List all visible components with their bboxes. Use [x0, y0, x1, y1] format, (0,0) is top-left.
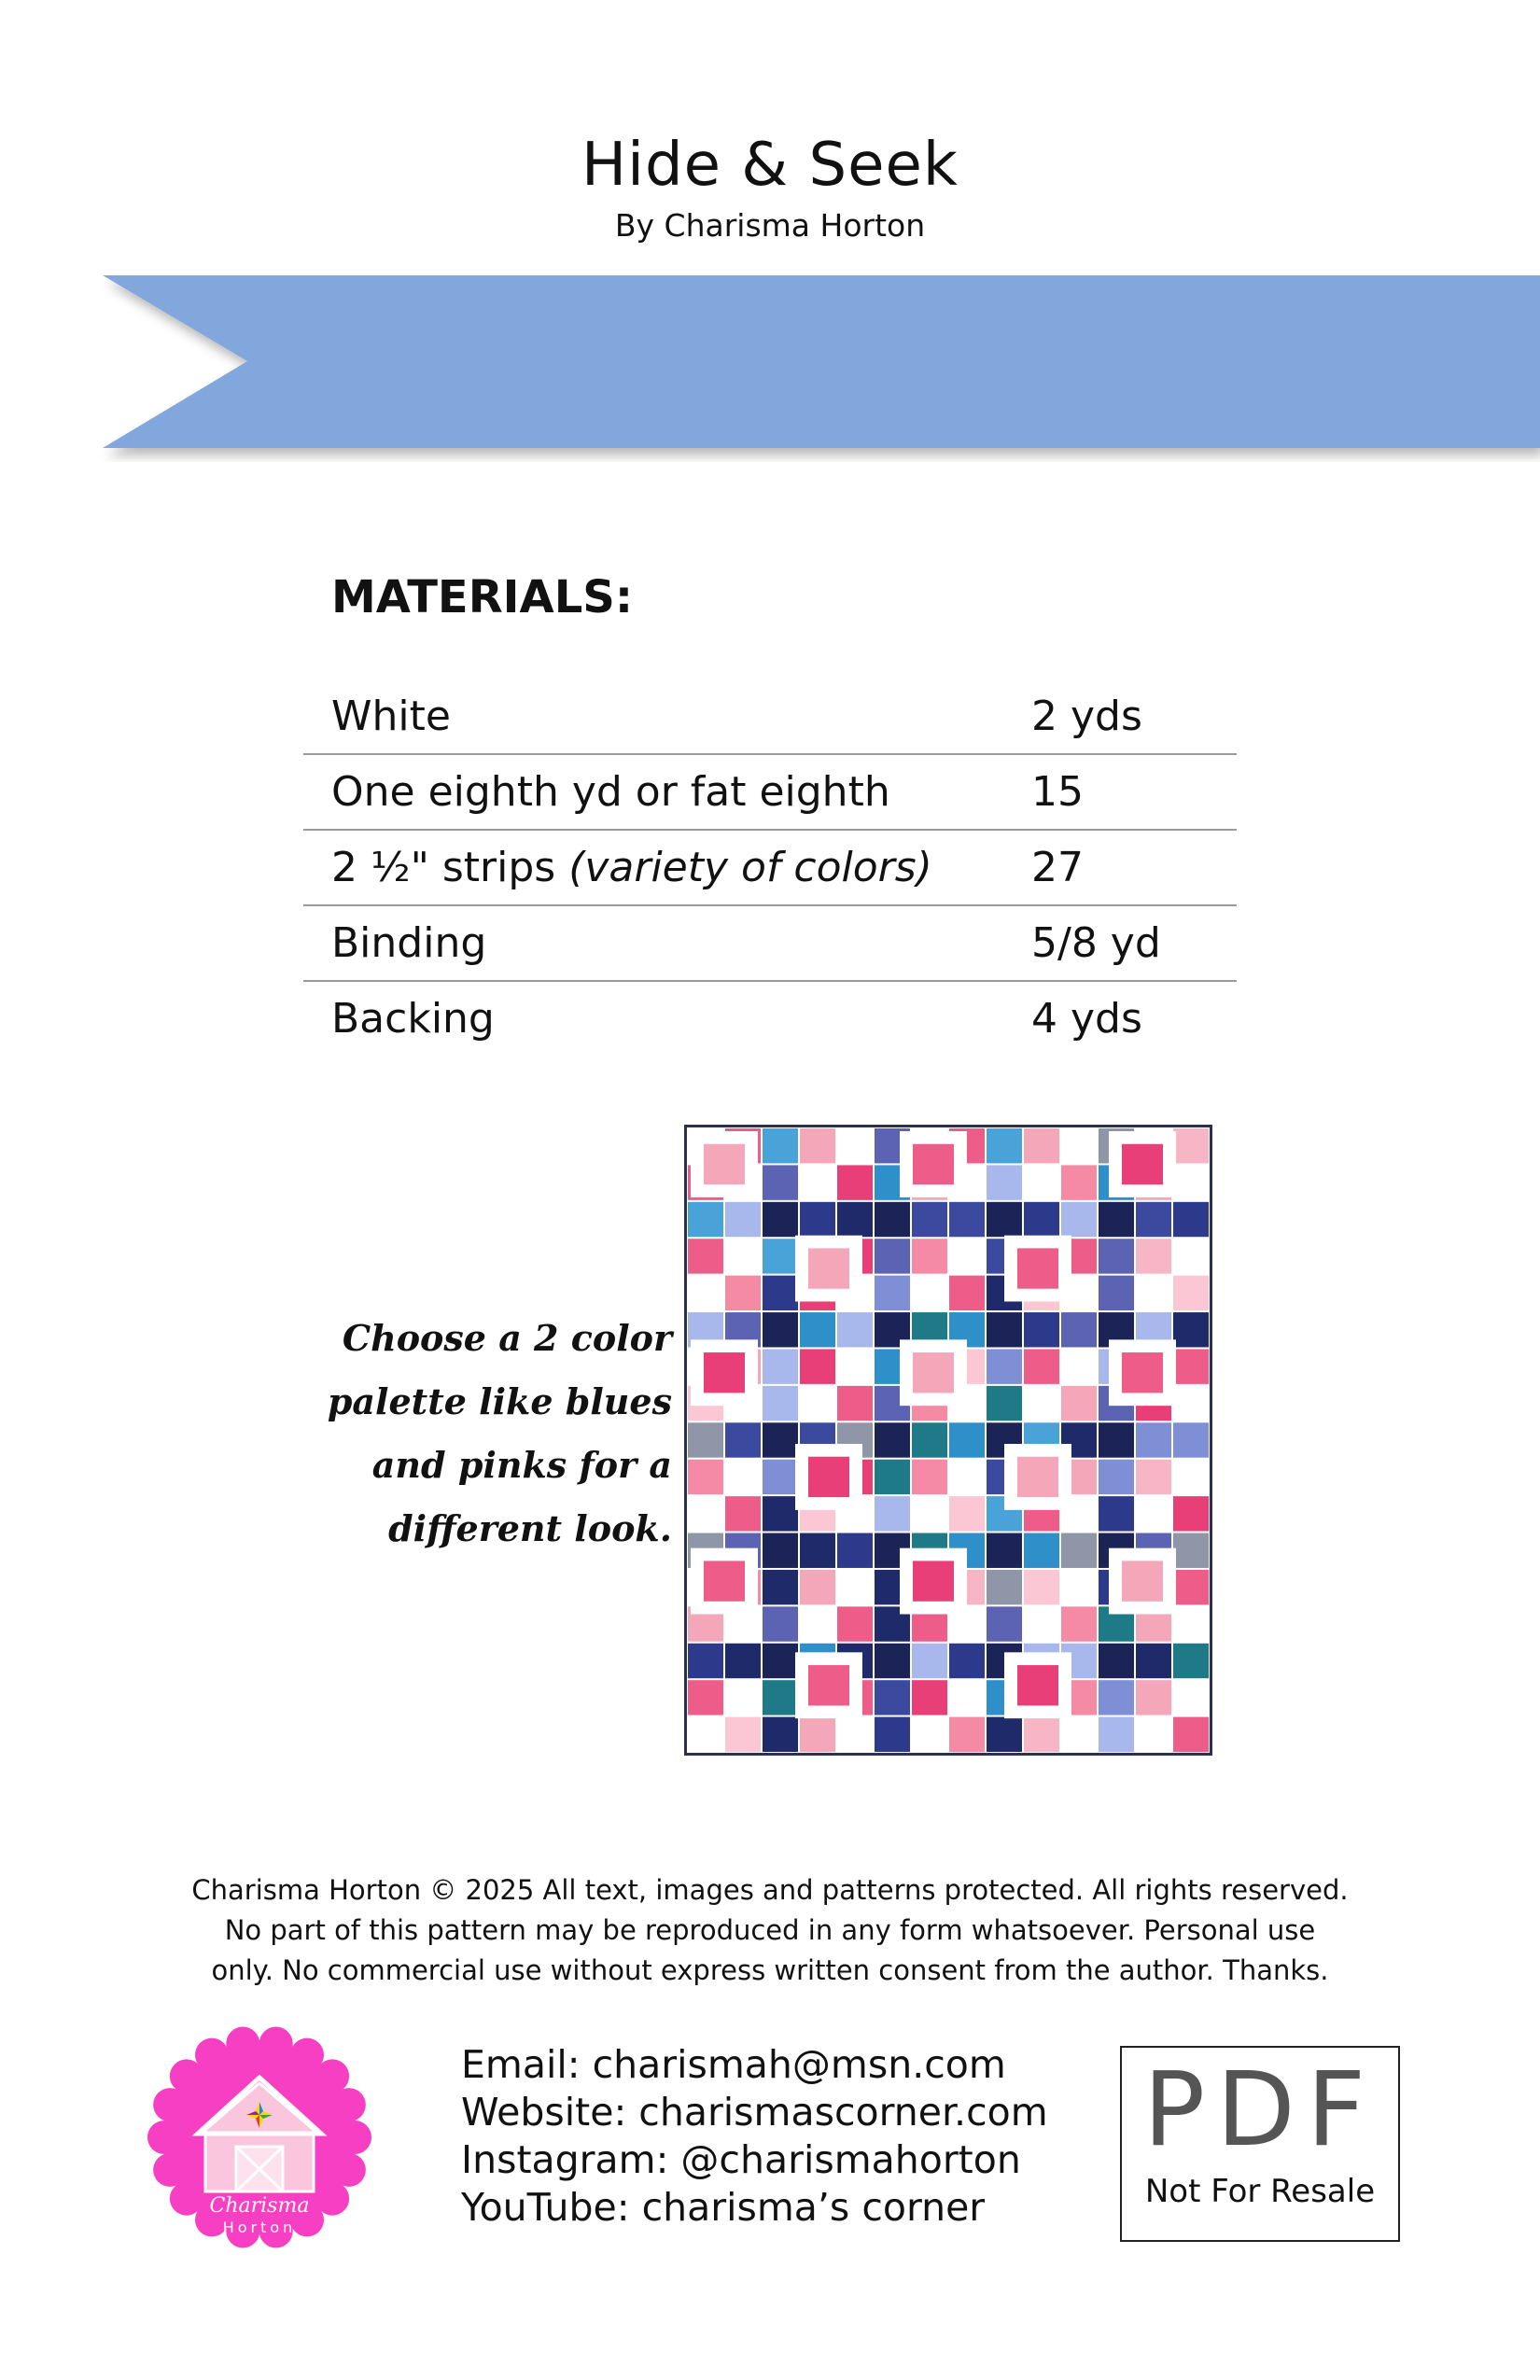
quilt-patch	[763, 1606, 798, 1641]
quilt-block-center	[913, 1561, 954, 1601]
quilt-patch	[837, 1606, 873, 1641]
material-item: Backing	[331, 995, 495, 1043]
quilt-block-center	[1122, 1561, 1163, 1601]
material-item: White	[331, 693, 451, 740]
quilt-patch	[949, 1202, 985, 1237]
quilt-block-center	[704, 1144, 745, 1184]
charisma-horton-logo	[147, 2025, 371, 2249]
contact-email[interactable]: Email: charismah@msn.com	[461, 2042, 1006, 2087]
quilt-patch	[949, 1460, 985, 1494]
copyright-line: No part of this pattern may be reproduced in any form whatsoever. Personal use	[224, 1914, 1316, 1946]
quilt-patch	[1024, 1202, 1059, 1237]
quilt-patch	[912, 1717, 947, 1752]
quilt-patch	[1099, 1717, 1134, 1752]
quilt-patch	[987, 1128, 1022, 1163]
quilt-patch	[1136, 1680, 1171, 1715]
quilt-patch	[688, 1496, 723, 1531]
quilt-patch	[1061, 1312, 1097, 1347]
material-quantity: 2 yds	[1031, 693, 1142, 740]
quilt-patch	[688, 1202, 723, 1237]
quilt-patch	[1173, 1644, 1209, 1678]
quilt-patch	[800, 1312, 835, 1347]
quilt-patch	[725, 1202, 761, 1237]
quilt-patch	[1024, 1312, 1059, 1347]
material-item-note: (variety of colors)	[568, 844, 932, 891]
quilt-patch	[688, 1644, 723, 1678]
quilt-block-center	[1017, 1457, 1058, 1497]
quilt-patch	[763, 1680, 798, 1715]
header-banner	[0, 266, 1540, 462]
quilt-patch	[1136, 1276, 1171, 1310]
quilt-patch	[763, 1533, 798, 1568]
quilt-block-center	[913, 1144, 954, 1184]
quilt-patch	[688, 1460, 723, 1494]
quilt-patch	[688, 1239, 723, 1273]
quilt-patch	[912, 1239, 947, 1273]
note-line: Choose a 2 color	[342, 1317, 672, 1359]
table-row	[303, 982, 1237, 1056]
material-item: 2 ½" strips (variety of colors)	[331, 844, 932, 891]
contact-instagram[interactable]: Instagram: @charismahorton	[461, 2137, 1021, 2182]
quilt-patch	[1136, 1239, 1171, 1273]
quilt-patch	[763, 1349, 798, 1383]
material-quantity: 15	[1031, 768, 1084, 816]
quilt-patch	[763, 1276, 798, 1310]
quilt-patch	[1173, 1128, 1209, 1163]
quilt-patch	[875, 1644, 910, 1678]
quilt-patch	[949, 1680, 985, 1715]
quilt-patch	[1173, 1570, 1209, 1604]
contact-info	[461, 2041, 1048, 2232]
quilt-patch	[837, 1386, 873, 1421]
quilt-patch	[912, 1680, 947, 1715]
quilt-patch	[837, 1533, 873, 1568]
quilt-block-center	[1122, 1352, 1163, 1393]
quilt-patch	[1136, 1422, 1171, 1457]
quilt-patch	[1024, 1570, 1059, 1604]
quilt-patch	[1136, 1202, 1171, 1237]
quilt-patch	[987, 1606, 1022, 1641]
quilt-patch	[1136, 1644, 1171, 1678]
quilt-patch	[763, 1239, 798, 1273]
quilt-patch	[688, 1680, 723, 1715]
quilt-patch	[763, 1570, 798, 1604]
materials-heading: MATERIALS:	[331, 571, 634, 623]
quilt-patch	[875, 1422, 910, 1457]
quilt-patch	[1173, 1349, 1209, 1383]
quilt-block-center	[1017, 1665, 1058, 1705]
quilt-patch	[1099, 1644, 1134, 1678]
quilt-patch	[987, 1312, 1022, 1347]
quilt-patch	[763, 1644, 798, 1678]
quilt-patch	[1099, 1239, 1134, 1273]
material-quantity: 5/8 yd	[1031, 919, 1161, 967]
quilt-patch	[912, 1460, 947, 1494]
quilt-patch	[1061, 1606, 1097, 1641]
quilt-patch	[1099, 1276, 1134, 1310]
quilt-patch	[1024, 1165, 1059, 1199]
quilt-patch	[725, 1422, 761, 1457]
material-item: Binding	[331, 919, 487, 967]
quilt-patch	[800, 1202, 835, 1237]
quilt-patch	[837, 1128, 873, 1163]
quilt-patch	[987, 1349, 1022, 1383]
quilt-patch	[1099, 1496, 1134, 1531]
quilt-patch	[1024, 1386, 1059, 1421]
quilt-patch	[1061, 1533, 1097, 1568]
quilt-block-center	[808, 1665, 849, 1705]
quilt-patch	[800, 1717, 835, 1752]
quilt-patch	[763, 1128, 798, 1163]
quilt-patch	[800, 1533, 835, 1568]
quilt-patch	[949, 1644, 985, 1678]
quilt-patch	[1136, 1717, 1171, 1752]
table-row	[303, 679, 1237, 755]
note-line: and pinks for a	[371, 1444, 672, 1486]
quilt-patch	[987, 1386, 1022, 1421]
quilt-patch	[1173, 1312, 1209, 1347]
quilt-patch	[725, 1276, 761, 1310]
quilt-patch	[875, 1202, 910, 1237]
contact-youtube[interactable]: YouTube: charisma’s corner	[461, 2185, 986, 2230]
material-quantity: 27	[1031, 844, 1084, 891]
quilt-patch	[688, 1276, 723, 1310]
quilt-block-center	[1122, 1144, 1163, 1184]
contact-website[interactable]: Website: charismascorner.com	[461, 2090, 1048, 2135]
quilt-patch	[763, 1460, 798, 1494]
quilt-patch	[837, 1202, 873, 1237]
quilt-patch	[837, 1570, 873, 1604]
quilt-patch	[987, 1165, 1022, 1199]
quilt-patch	[1024, 1717, 1059, 1752]
quilt-patch	[1099, 1422, 1134, 1457]
quilt-patch	[1099, 1202, 1134, 1237]
quilt-patch	[688, 1422, 723, 1457]
quilt-block-center	[1017, 1248, 1058, 1288]
quilt-patch	[688, 1717, 723, 1752]
quilt-patch	[987, 1202, 1022, 1237]
quilt-patch	[987, 1533, 1022, 1568]
table-row	[303, 831, 1237, 906]
quilt-patch	[1061, 1202, 1097, 1237]
quilt-patch	[837, 1312, 873, 1347]
quilt-patch	[1061, 1717, 1097, 1752]
note-line: different look.	[388, 1507, 672, 1549]
quilt-patch	[1061, 1349, 1097, 1383]
quilt-patch	[837, 1165, 873, 1199]
quilt-patch	[800, 1128, 835, 1163]
quilt-patch	[837, 1349, 873, 1383]
quilt-patch	[837, 1717, 873, 1752]
quilt-patch	[1024, 1349, 1059, 1383]
quilt-patch	[1173, 1239, 1209, 1273]
quilt-patch	[800, 1349, 835, 1383]
quilt-patch	[987, 1570, 1022, 1604]
quilt-patch	[949, 1276, 985, 1310]
quilt-patch	[949, 1422, 985, 1457]
logo-text-charisma: Charisma	[209, 2194, 310, 2218]
quilt-patch	[1024, 1128, 1059, 1163]
quilt-patch	[1061, 1386, 1097, 1421]
quilt-patch	[763, 1386, 798, 1421]
quilt-patch	[1173, 1276, 1209, 1310]
quilt-block-center	[808, 1457, 849, 1497]
note-line: palette like blues	[327, 1380, 672, 1422]
pattern-author: By Charisma Horton	[614, 207, 926, 244]
quilt-patch	[1173, 1533, 1209, 1568]
quilt-patch	[725, 1239, 761, 1273]
quilt-patch	[949, 1496, 985, 1531]
quilt-patch	[1173, 1496, 1209, 1531]
table-row	[303, 906, 1237, 982]
materials-table	[303, 679, 1237, 1056]
quilt-patch	[725, 1496, 761, 1531]
quilt-patch	[875, 1680, 910, 1715]
quilt-block-center	[808, 1248, 849, 1288]
quilt-patch	[763, 1717, 798, 1752]
quilt-patch	[725, 1460, 761, 1494]
quilt-block-center	[704, 1352, 745, 1393]
quilt-patch	[949, 1717, 985, 1752]
quilt-patch	[800, 1165, 835, 1199]
quilt-patch	[1061, 1165, 1097, 1199]
quilt-patch	[912, 1202, 947, 1237]
quilt-patch	[875, 1239, 910, 1273]
logo-text-horton: Horton	[222, 2219, 297, 2236]
pdf-label: PDF	[1142, 2050, 1378, 2169]
quilt-patch	[1024, 1533, 1059, 1568]
table-row	[303, 755, 1237, 831]
quilt-patch	[1173, 1202, 1209, 1237]
quilt-patch	[875, 1276, 910, 1310]
quilt-patch	[800, 1570, 835, 1604]
quilt-image	[684, 1125, 1212, 1756]
quilt-patch	[912, 1422, 947, 1457]
quilt-patch	[763, 1422, 798, 1457]
quilt-patch	[1136, 1496, 1171, 1531]
quilt-patch	[1173, 1717, 1209, 1752]
quilt-patch	[949, 1239, 985, 1273]
quilt-patch	[725, 1644, 761, 1678]
pattern-title: Hide & Seek	[581, 131, 959, 200]
quilt-patch	[1061, 1570, 1097, 1604]
quilt-patch	[912, 1276, 947, 1310]
quilt-patch	[1061, 1128, 1097, 1163]
design-note	[280, 1307, 672, 1561]
quilt-patch	[1173, 1386, 1209, 1421]
quilt-patch	[912, 1644, 947, 1678]
quilt-patch	[875, 1460, 910, 1494]
quilt-patch	[763, 1165, 798, 1199]
quilt-patch	[763, 1202, 798, 1237]
quilt-patch	[875, 1717, 910, 1752]
quilt-patch	[1173, 1680, 1209, 1715]
quilt-patch	[800, 1386, 835, 1421]
copyright-notice	[0, 1870, 1540, 1991]
quilt-patch	[763, 1312, 798, 1347]
pdf-subtitle: Not For Resale	[1144, 2173, 1376, 2210]
quilt-patch	[1136, 1460, 1171, 1494]
material-item: One eighth yd or fat eighth	[331, 768, 890, 816]
quilt-patch	[1099, 1460, 1134, 1494]
copyright-line: only. No commercial use without express written consent from the author. Thanks.	[211, 1954, 1329, 1986]
quilt-patch	[1173, 1165, 1209, 1199]
quilt-patch	[1173, 1606, 1209, 1641]
quilt-patch	[875, 1496, 910, 1531]
material-quantity: 4 yds	[1031, 995, 1142, 1043]
quilt-patch	[1173, 1460, 1209, 1494]
quilt-patch	[800, 1606, 835, 1641]
quilt-patch	[1099, 1680, 1134, 1715]
quilt-patch	[1024, 1606, 1059, 1641]
copyright-line: Charisma Horton © 2025 All text, images and patterns protected. All rights reserved.	[191, 1874, 1349, 1906]
quilt-patch	[987, 1717, 1022, 1752]
quilt-patch	[725, 1680, 761, 1715]
quilt-patch	[725, 1717, 761, 1752]
quilt-patch	[912, 1496, 947, 1531]
quilt-patch	[1173, 1422, 1209, 1457]
quilt-block-center	[913, 1352, 954, 1393]
quilt-patch	[763, 1496, 798, 1531]
quilt-block-center	[704, 1561, 745, 1601]
pdf-badge	[1120, 2046, 1400, 2242]
